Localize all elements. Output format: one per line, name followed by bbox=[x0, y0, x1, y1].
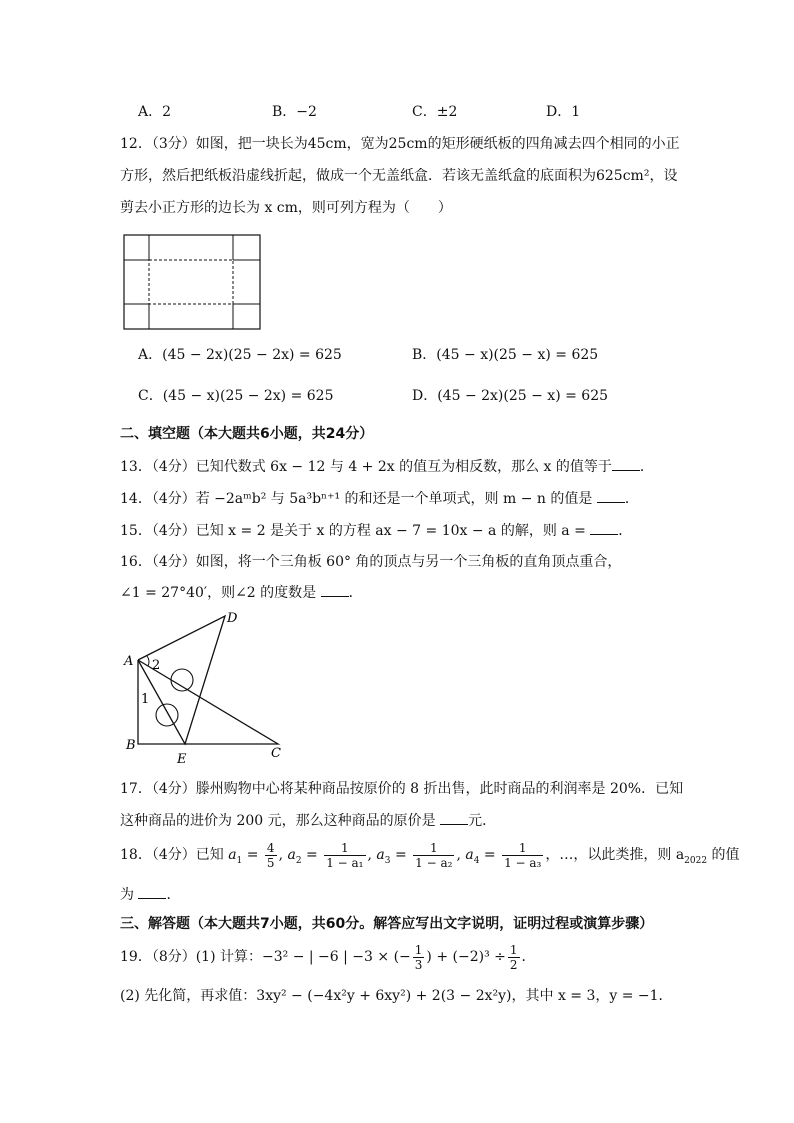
q11-option-d: D．1 bbox=[546, 104, 581, 120]
q19-line2: (2) 先化简，再求值：3xy² − (−4x²y + 6xy²) + 2(3 − 2x²y)，其中 x = 3，y = −1． bbox=[120, 988, 673, 1004]
label-angle-1: 1 bbox=[141, 692, 150, 707]
q16-line2: ∠1 = 27°40′，则∠2 的度数是 ． bbox=[120, 582, 363, 603]
q18-line2: 为 ． bbox=[120, 884, 180, 905]
q12-option-b: B．(45 − x)(25 − x) = 625 bbox=[412, 347, 599, 363]
label-C: C bbox=[271, 746, 281, 761]
q17-line1: 17．（4分）滕州购物中心将某种商品按原价的 8 折出售，此时商品的利润率是 20%．已知 bbox=[120, 781, 684, 797]
q17-blank bbox=[440, 810, 468, 825]
q12-option-a: A．(45 − 2x)(25 − 2x) = 625 bbox=[138, 347, 342, 363]
q18-line1: 18．（4分）已知 $a_1$ = $\frac{4}{5}$ , $a_2$ = $\frac{1}{\text{1 − a₁}}$ , $a_3$ = $\frac{1}{\text{1 − a₂}}$ , $a_4$ = $\frac{1}{\text{1 − a₃}}$ ，…，以此类推，则 $a_{2022}$ 的值 bbox=[120, 840, 740, 870]
section3-title: 三、解答题（本大题共7小题，共60分。解答应写出文字说明，证明过程或演算步骤） bbox=[120, 916, 654, 932]
q19-line1: 19．（8分）(1) 计算：−3² − | −6 | −3 × (− $\frac{1}{3}$ ) + (−2)³ ÷ $\frac{1}{2}$ ． bbox=[120, 942, 536, 972]
label-E: E bbox=[177, 752, 187, 767]
q17-line2: 这种商品的进价为 200 元，那么这种商品的原价是 元． bbox=[120, 810, 496, 831]
cardboard-outline bbox=[124, 235, 260, 329]
q11-option-b: B．−2 bbox=[272, 104, 317, 120]
q11-option-c: C．±2 bbox=[412, 104, 458, 120]
q14-blank bbox=[597, 488, 625, 503]
label-angle-2: 2 bbox=[152, 658, 161, 673]
label-A: A bbox=[124, 654, 134, 669]
q12-figure-rectangle bbox=[120, 232, 266, 332]
label-D: D bbox=[227, 611, 238, 626]
q12-line2: 方形，然后把纸板沿虚线折起，做成一个无盖纸盒．若该无盖纸盒的底面积为625cm²，设 bbox=[120, 168, 678, 184]
q15-blank bbox=[590, 520, 618, 535]
q14: 14．（4分）若 −2aᵐb² 与 5a³bⁿ⁺¹ 的和还是一个单项式，则 m − n 的值是 ． bbox=[120, 488, 639, 509]
q13-blank bbox=[612, 456, 640, 471]
q13: 13．（4分）已知代数式 6x − 12 与 4 + 2x 的值互为相反数，那么 x 的值等于 ． bbox=[120, 456, 654, 477]
q16-line1: 16．（4分）如图，将一个三角板 60° 角的顶点与另一个三角板的直角顶点重合， bbox=[120, 554, 622, 570]
q15: 15．（4分）已知 x = 2 是关于 x 的方程 ax − 7 = 10x − a 的解，则 a = ． bbox=[120, 520, 632, 541]
q12-option-c: C．(45 − x)(25 − 2x) = 625 bbox=[138, 388, 334, 404]
q11-option-a: A．2 bbox=[138, 104, 172, 120]
q12-line3: 剪去小正方形的边长为 x cm，则可列方程为（ ） bbox=[120, 200, 452, 216]
q12-line1: 12．（3分）如图，把一块长为45cm，宽为25cm的矩形硬纸板的四角减去四个相同的小正 bbox=[120, 136, 680, 152]
q16-blank bbox=[321, 582, 349, 597]
q18-blank bbox=[138, 884, 166, 899]
q16-figure-triangles bbox=[118, 608, 298, 768]
section2-title: 二、填空题（本大题共6小题，共24分） bbox=[120, 426, 374, 442]
q12-option-d: D．(45 − 2x)(25 − x) = 625 bbox=[412, 388, 609, 404]
label-B: B bbox=[126, 738, 136, 753]
fold-dashed-lines bbox=[149, 260, 233, 304]
